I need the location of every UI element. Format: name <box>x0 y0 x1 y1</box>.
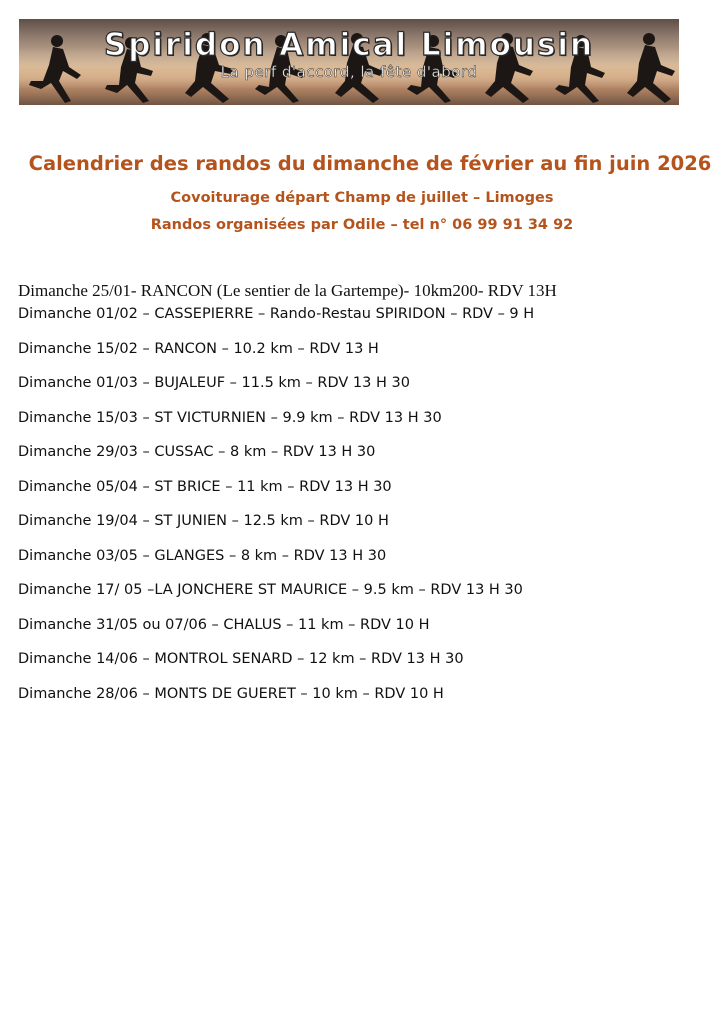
schedule-item: Dimanche 05/04 – ST BRICE – 11 km – RDV 13 H 30 <box>18 478 392 495</box>
schedule-item: Dimanche 25/01- RANCON (Le sentier de la Gartempe)- 10km200- RDV 13H <box>18 281 557 300</box>
club-name: Spiridon Amical Limousin <box>103 27 595 63</box>
schedule-item: Dimanche 15/03 – ST VICTURNIEN – 9.9 km – RDV 13 H 30 <box>18 409 442 426</box>
schedule-item: Dimanche 15/02 – RANCON – 10.2 km – RDV 13 H <box>18 340 379 357</box>
schedule-item: Dimanche 28/06 – MONTS DE GUERET – 10 km – RDV 10 H <box>18 685 444 702</box>
header-banner <box>19 19 679 105</box>
schedule-item: Dimanche 14/06 – MONTROL SENARD – 12 km – RDV 13 H 30 <box>18 651 464 667</box>
hike-schedule-list <box>18 280 708 716</box>
schedule-item: Dimanche 31/05 ou 07/06 – CHALUS – 11 km – RDV 10 H <box>18 616 430 633</box>
organizer-info: Randos organisées par Odile – tel n° 06 99 91 34 92 <box>150 217 574 233</box>
carpool-info: Covoiturage départ Champ de juillet – Limoges <box>170 190 554 206</box>
schedule-item: Dimanche 19/04 – ST JUNIEN – 12.5 km – RDV 10 H <box>18 513 389 529</box>
schedule-item: Dimanche 17/ 05 –LA JONCHERE ST MAURICE – 9.5 km – RDV 13 H 30 <box>18 582 523 598</box>
schedule-item: Dimanche 01/02 – CASSEPIERRE – Rando-Restau SPIRIDON – RDV – 9 H <box>18 306 535 322</box>
schedule-item: Dimanche 29/03 – CUSSAC – 8 km – RDV 13 H 30 <box>18 444 376 460</box>
club-slogan: La perf d'accord, la fête d'abord <box>220 63 478 81</box>
schedule-item: Dimanche 03/05 – GLANGES – 8 km – RDV 13 H 30 <box>18 547 387 564</box>
schedule-item: Dimanche 01/03 – BUJALEUF – 11.5 km – RDV 13 H 30 <box>18 375 410 391</box>
page-title: Calendrier des randos du dimanche de février au fin juin 2026 <box>28 152 712 175</box>
